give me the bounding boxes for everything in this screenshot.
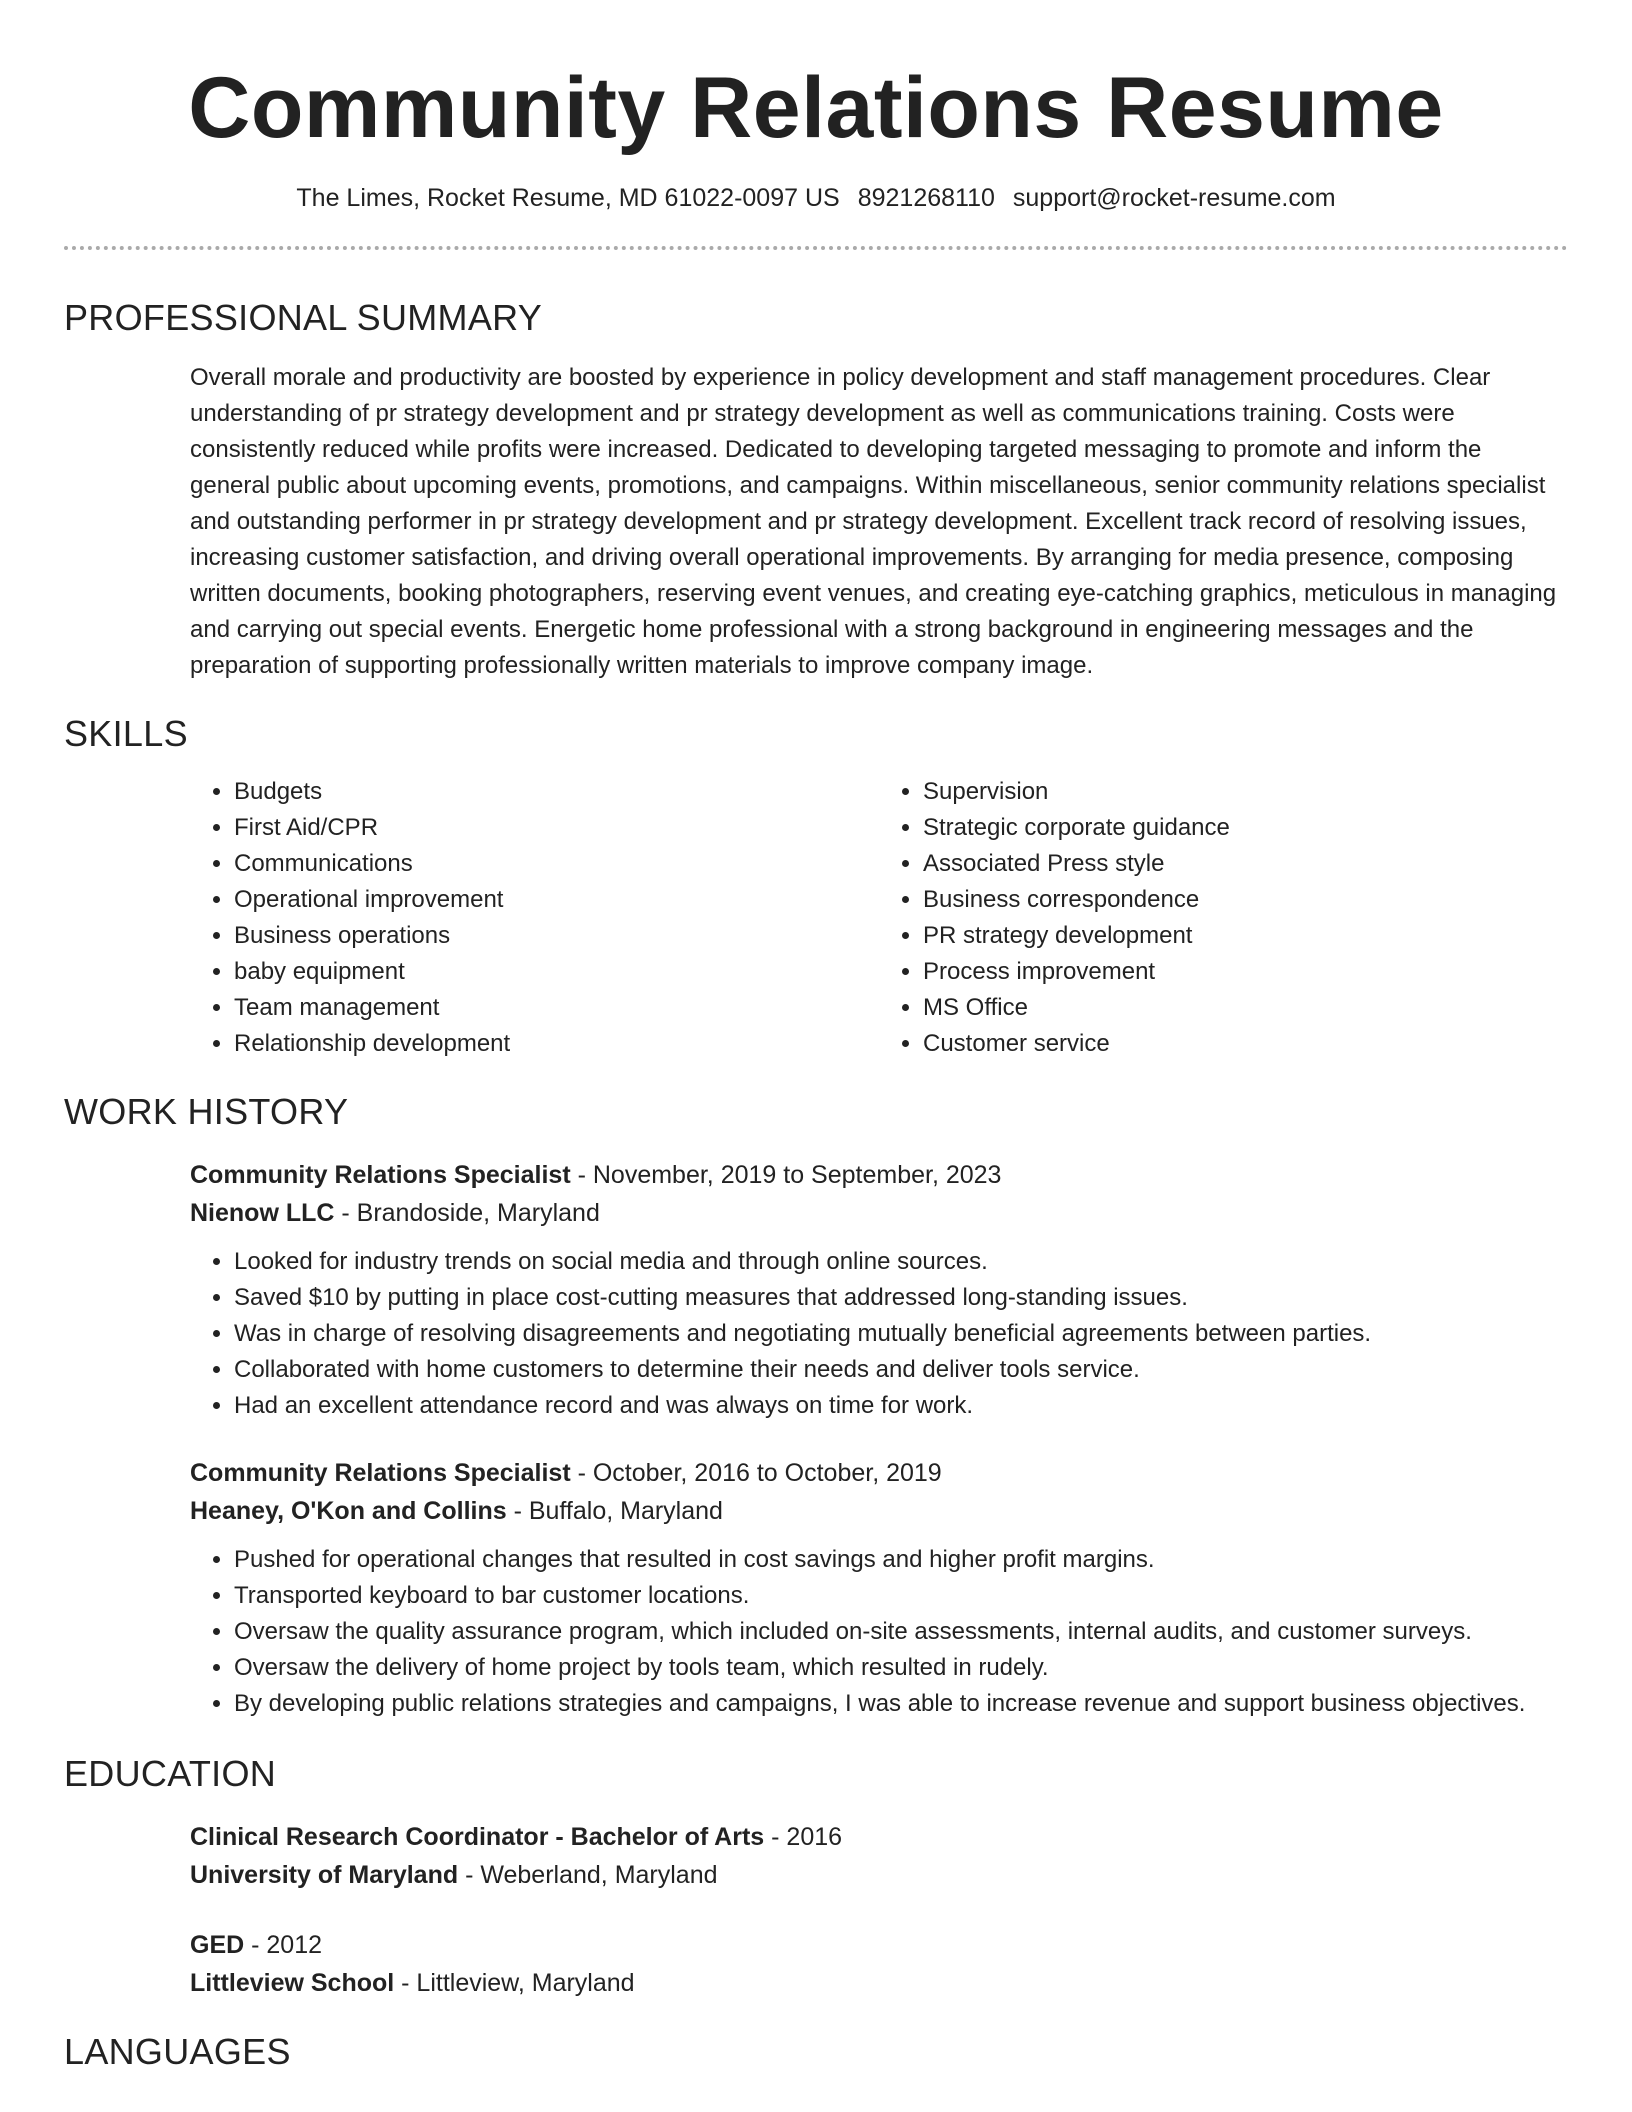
job-bullet: • Saved $10 by putting in place cost-cutting measures that addressed long-standing issues. [234, 1280, 1568, 1316]
education-location: - Littleview, Maryland [394, 1969, 635, 1997]
education-school: University of Maryland [190, 1861, 459, 1889]
job-company: Heaney, O'Kon and Collins [190, 1497, 507, 1525]
job-bullet: • Collaborated with home customers to determine their needs and deliver tools service. [234, 1352, 1568, 1388]
education-school-line [190, 1856, 1568, 1894]
skill-item: • Business operations [234, 918, 879, 954]
education-location: - Weberland, Maryland [458, 1861, 718, 1889]
job-dates: - November, 2019 to September, 2023 [570, 1161, 1002, 1189]
job-role: Community Relations Specialist [190, 1459, 571, 1487]
education-year: - 2012 [244, 1931, 323, 1959]
education-degree-line [190, 1926, 1568, 1964]
skill-item: • Relationship development [234, 1026, 879, 1062]
resume-title: Community Relations Resume [188, 60, 1444, 156]
skill-item: • MS Office [923, 990, 1568, 1026]
skill-item: • Process improvement [923, 954, 1568, 990]
contact-email: support@rocket-resume.com [1012, 184, 1336, 212]
skill-item: • PR strategy development [923, 918, 1568, 954]
section-title-work-history: WORK HISTORY [64, 1091, 349, 1132]
skill-item: • Communications [234, 846, 879, 882]
job-bullet: • By developing public relations strategies and campaigns, I was able to increase revenue and support business objectives. [234, 1686, 1568, 1722]
skills-list-right [879, 774, 1568, 1062]
job-location: - Brandoside, Maryland [334, 1199, 600, 1227]
section-title-education: EDUCATION [64, 1753, 277, 1794]
job-entry [190, 1156, 1568, 1424]
skill-item: • Customer service [923, 1026, 1568, 1062]
job-location: - Buffalo, Maryland [506, 1497, 723, 1525]
skill-item: • Operational improvement [234, 882, 879, 918]
skills-columns [190, 774, 1568, 1062]
job-role-line [190, 1454, 1568, 1492]
job-bullets [190, 1542, 1568, 1722]
education-degree-line [190, 1818, 1568, 1856]
job-dates: - October, 2016 to October, 2019 [570, 1459, 942, 1487]
summary-section [64, 296, 1568, 684]
skill-item: • Supervision [923, 774, 1568, 810]
languages-section [64, 2030, 1568, 2074]
skill-item: • Associated Press style [923, 846, 1568, 882]
job-bullet: • Was in charge of resolving disagreements and negotiating mutually beneficial agreements between parties. [234, 1316, 1568, 1352]
job-bullets [190, 1244, 1568, 1424]
resume-page [64, 0, 1568, 2112]
skills-section [64, 712, 1568, 1062]
education-degree: GED [190, 1931, 245, 1959]
job-company-line [190, 1492, 1568, 1530]
skill-item: • First Aid/CPR [234, 810, 879, 846]
section-title-summary: PROFESSIONAL SUMMARY [64, 297, 543, 338]
section-title-languages: LANGUAGES [64, 2031, 291, 2072]
education-year: - 2016 [764, 1823, 843, 1851]
contact-phone: 8921268110 [857, 184, 995, 212]
header-divider [64, 246, 1568, 250]
skill-item: • Business correspondence [923, 882, 1568, 918]
job-role: Community Relations Specialist [190, 1161, 571, 1189]
education-section [64, 1752, 1568, 2002]
job-company-line [190, 1194, 1568, 1232]
job-company: Nienow LLC [190, 1199, 335, 1227]
job-bullet: • Looked for industry trends on social media and through online sources. [234, 1244, 1568, 1280]
education-school-line [190, 1964, 1568, 2002]
skill-item: • Budgets [234, 774, 879, 810]
job-bullet: • Pushed for operational changes that resulted in cost savings and higher profit margins. [234, 1542, 1568, 1578]
job-bullet: • Oversaw the quality assurance program, which included on-site assessments, internal audits, and customer surveys. [234, 1614, 1568, 1650]
education-degree: Clinical Research Coordinator - Bachelor of Arts [190, 1823, 765, 1851]
skill-item: • baby equipment [234, 954, 879, 990]
contact-address: The Limes, Rocket Resume, MD 61022-0097 US [296, 184, 840, 212]
job-entry [190, 1454, 1568, 1722]
work-history-section [64, 1090, 1568, 1722]
section-title-skills: SKILLS [64, 713, 188, 754]
education-school: Littleview School [190, 1969, 395, 1997]
education-entry [190, 1818, 1568, 1894]
education-entry [190, 1926, 1568, 2002]
contact-line [64, 182, 1568, 214]
job-bullet: • Transported keyboard to bar customer locations. [234, 1578, 1568, 1614]
skill-item: • Strategic corporate guidance [923, 810, 1568, 846]
skill-item: • Team management [234, 990, 879, 1026]
job-bullet: • Had an excellent attendance record and was always on time for work. [234, 1388, 1568, 1424]
job-bullet: • Oversaw the delivery of home project by tools team, which resulted in rudely. [234, 1650, 1568, 1686]
summary-text: Overall morale and productivity are boosted by experience in policy development and staff management procedures. Clear understanding of pr strategy development and pr strategy development as well as communications training. Costs were consistently reduced while profits were increased. Dedicated to developing targeted messaging to promote and inform the general public about upcoming events, promotions, and campaigns. Within miscellaneous, senior community relations specialist and outstanding performer in pr strategy development and pr strategy development. Excellent track record of resolving issues, increasing customer satisfaction, and driving overall operational improvements. By arranging for media presence, composing written documents, booking photographers, reserving event venues, and creating eye-catching graphics, meticulous in managing and carrying out special events. Energetic home professional with a strong background in engineering messages and the preparation of supporting professionally written materials to improve company image. [190, 364, 1557, 679]
job-role-line [190, 1156, 1568, 1194]
skills-list-left [190, 774, 879, 1062]
